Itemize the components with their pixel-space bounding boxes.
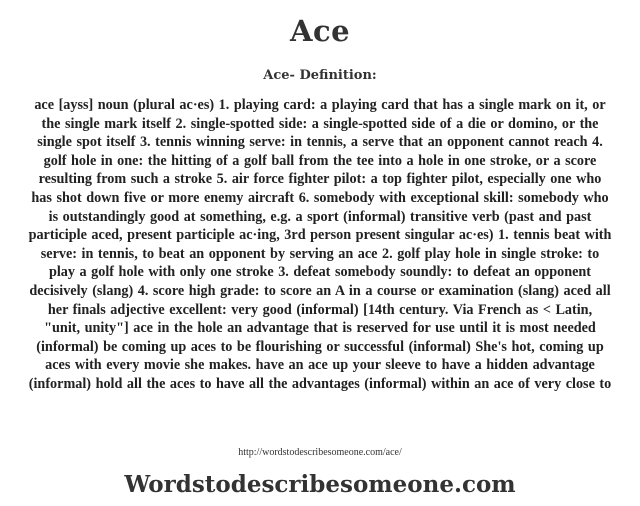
source-url: http://wordstodescribesomeone.com/ace/: [238, 447, 402, 458]
definition-heading: Ace- Definition:: [263, 68, 377, 83]
word-title: Ace: [289, 14, 351, 48]
site-name: Wordstodescribesomeone.com: [124, 471, 516, 498]
definition-text: ace [ayss] noun (plural ac·es) 1. playing card: a playing card that has a single mark on it, or the single mark itself 2. single-spotted side: a single-spotted side of a die or domino, or the single spot itself 3. tennis winning serve: in tennis, a serve that an opponent cannot reach 4. golf hole in one: the hitting of a golf ball from the tee into a hole in one stroke, or a score resulting from such a stroke 5. air force fighter pilot: a top fighter pilot, especially one who has shot down five or more enemy aircraft 6. somebody with exceptional skill: somebody who is outstandingly good at something, e.g. a sport (informal) transitive verb (past and past participle aced, present participle ac·ing, 3rd person present singular ac·es) 1. tennis beat with serve: in tennis, to beat an opponent by serving an ace 2. golf play hole in single stroke: to play a golf hole with only one stroke 3. defeat somebody soundly: to defeat an opponent decisively (slang) 4. score high grade: to score an A in a course or examination (slang) aced all her finals adjective excellent: very good (informal) [14th century. Via French as < Latin, "unit, unity"] ace in the hole an advantage that is reserved for use until it is most needed (informal) be coming up aces to be flourishing or successful (informal) She's hot, coming up aces with every movie she makes. have an ace up your sleeve to have a hidden advantage (informal) hold all the aces to have all the advantages (informal) within an ace of very close to: [28, 97, 612, 392]
